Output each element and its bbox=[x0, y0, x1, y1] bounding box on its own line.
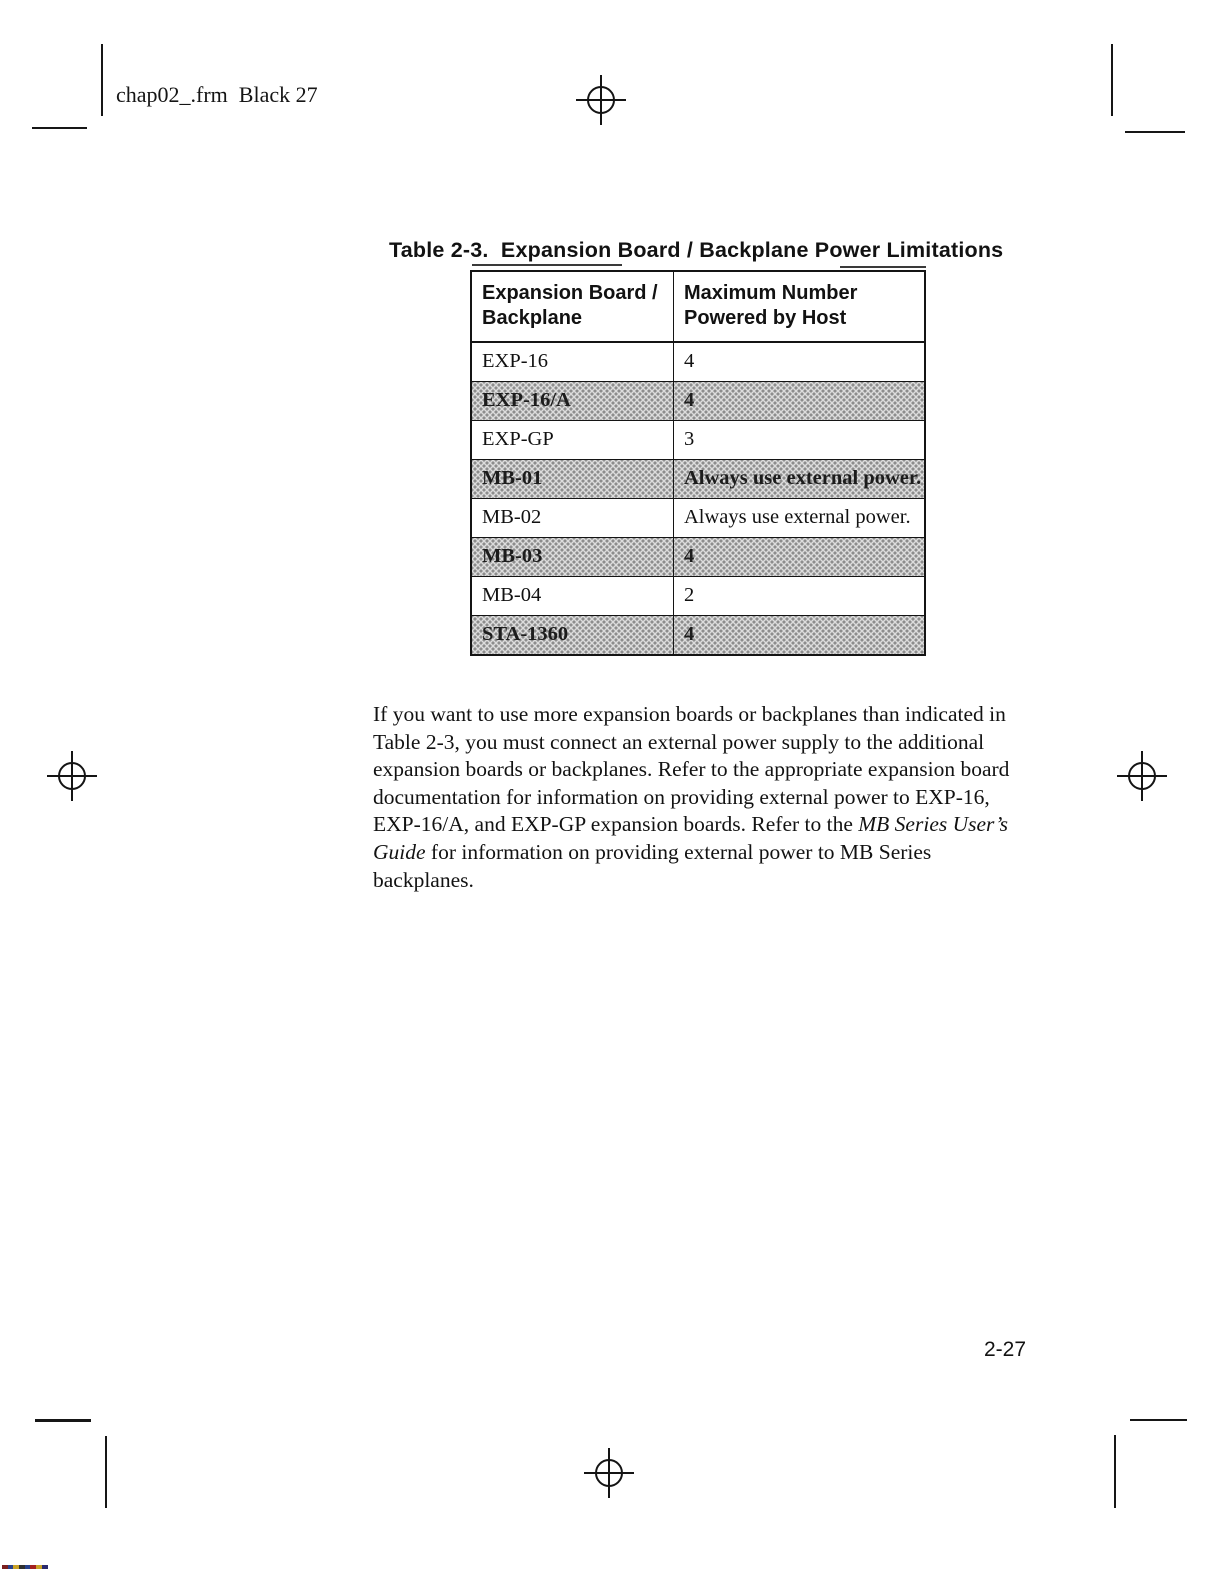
cell-board: MB-03 bbox=[472, 538, 674, 576]
paragraph-line: expansion boards or backplanes. Refer to the appropriate expansion board bbox=[373, 757, 1010, 782]
registration-mark-left bbox=[47, 751, 97, 801]
registration-mark-top bbox=[576, 75, 626, 125]
paragraph-line: EXP-16/A, and EXP-GP expansion boards. Refer to the MB Series User’s bbox=[373, 812, 1008, 837]
paragraph-line: backplanes. bbox=[373, 867, 474, 892]
table-header-board: Expansion Board / Backplane bbox=[472, 272, 674, 341]
scan-artifact-line bbox=[472, 264, 622, 266]
cell-max-powered: 4 bbox=[684, 623, 695, 645]
crop-mark-bottom-left-vertical bbox=[105, 1436, 107, 1508]
cell-max-powered: 3 bbox=[684, 428, 695, 450]
cell-max-powered: 4 bbox=[684, 389, 695, 411]
table-row bbox=[472, 382, 924, 421]
registration-mark-bottom bbox=[584, 1448, 634, 1498]
table-header-max: Maximum Number Powered by Host bbox=[684, 282, 858, 329]
scan-artifact-line bbox=[840, 266, 926, 268]
crop-mark-top-right-vertical bbox=[1111, 44, 1113, 116]
file-slug-header: chap02_.frm Black 27 bbox=[116, 82, 318, 107]
crop-mark-bottom-left-horizontal bbox=[35, 1419, 91, 1422]
cell-max-powered: 4 bbox=[684, 350, 695, 372]
body-paragraph bbox=[373, 702, 1053, 895]
cell-max-powered: 2 bbox=[684, 584, 695, 606]
cell-board: MB-02 bbox=[472, 499, 674, 537]
cell-board: STA-1360 bbox=[472, 616, 674, 654]
paragraph-line: documentation for information on providing external power to EXP-16, bbox=[373, 784, 990, 809]
table-row bbox=[472, 343, 924, 382]
cell-board: MB-04 bbox=[472, 577, 674, 615]
power-limitations-table bbox=[470, 270, 926, 656]
crop-mark-bottom-right-horizontal bbox=[1130, 1419, 1187, 1421]
table-body bbox=[472, 343, 924, 654]
table-row bbox=[472, 577, 924, 616]
cell-board: EXP-GP bbox=[472, 421, 674, 459]
table-title: Table 2-3. Expansion Board / Backplane Power Limitations bbox=[389, 238, 1004, 262]
crop-mark-bottom-right-vertical bbox=[1114, 1435, 1116, 1508]
registration-mark-right bbox=[1117, 751, 1167, 801]
cell-board: MB-01 bbox=[472, 460, 674, 498]
crop-mark-top-right-horizontal bbox=[1125, 131, 1185, 133]
color-calibration-strip bbox=[2, 1565, 48, 1569]
table-header-row bbox=[472, 272, 924, 343]
paragraph-line: Guide for information on providing external power to MB Series bbox=[373, 839, 932, 864]
table-row bbox=[472, 538, 924, 577]
crop-mark-top-left-horizontal bbox=[32, 127, 87, 129]
cell-board: EXP-16/A bbox=[472, 382, 674, 420]
cell-max-powered: Always use external power. bbox=[684, 506, 911, 528]
page-number: 2-27 bbox=[984, 1338, 1027, 1361]
paragraph-line: If you want to use more expansion boards or backplanes than indicated in bbox=[373, 702, 1006, 726]
cell-max-powered: Always use external power. bbox=[684, 467, 922, 489]
table-row bbox=[472, 421, 924, 460]
cell-board: EXP-16 bbox=[472, 343, 674, 381]
table-row bbox=[472, 499, 924, 538]
table-row bbox=[472, 460, 924, 499]
cell-max-powered: 4 bbox=[684, 545, 695, 567]
table-row bbox=[472, 616, 924, 654]
paragraph-line: Table 2-3, you must connect an external power supply to the additional bbox=[373, 729, 985, 754]
crop-mark-top-left-vertical bbox=[101, 44, 103, 116]
